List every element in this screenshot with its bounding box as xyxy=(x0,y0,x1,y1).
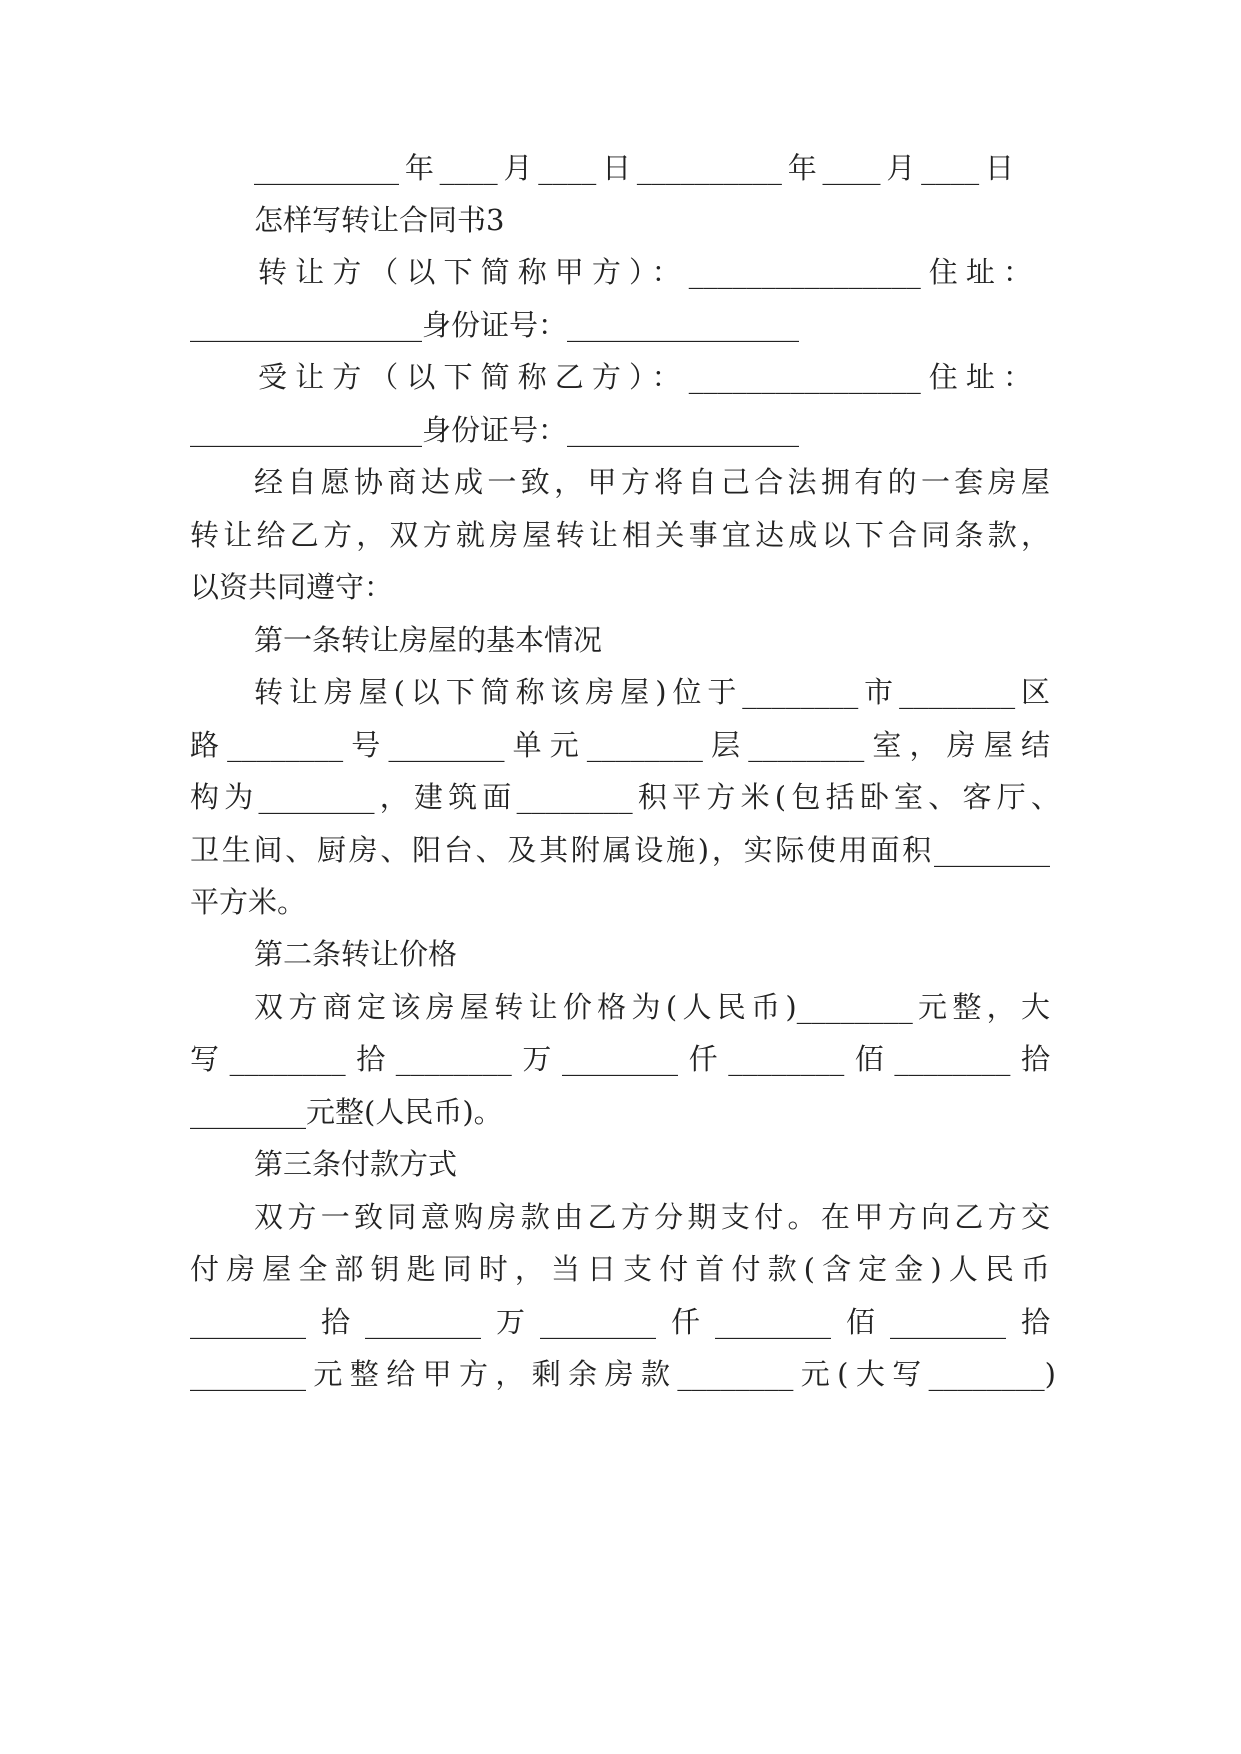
preamble-line-3: 以资共同遵守： xyxy=(190,570,394,604)
article-2-line-3: ________元整(人民币)。 xyxy=(190,1095,503,1129)
preamble-line-1: 经自愿协商达成一致，甲方将自己合法拥有的一套房屋 xyxy=(254,465,1050,499)
article-1-line-2: 路________号________单元________层________室，房屋结 xyxy=(190,728,1050,762)
transferee-line: 受让方（以下简称乙方）：________________住址： xyxy=(258,360,1032,394)
document-title: 怎样写转让合同书3 xyxy=(254,203,505,237)
transferor-line: 转让方（以下简称甲方）：________________住址： xyxy=(258,255,1032,289)
article-1-line-5: 平方米。 xyxy=(190,885,307,919)
article-3-line-2: 付房屋全部钥匙同时，当日支付首付款(含定金)人民币 xyxy=(190,1252,1050,1286)
article-1-line-1: 转让房屋(以下简称该房屋)位于________市________区 xyxy=(254,675,1050,709)
article-2-line-1: 双方商定该房屋转让价格为(人民币)________元整，大 xyxy=(254,990,1050,1024)
transferor-id-line: ________________身份证号：________________ xyxy=(190,308,800,342)
article-1-line-4: 卫生间、厨房、阳台、及其附属设施)，实际使用面积________ xyxy=(190,833,1050,867)
article-3-heading: 第三条付款方式 xyxy=(254,1147,458,1181)
article-1-heading: 第一条转让房屋的基本情况 xyxy=(254,623,603,657)
article-2-heading: 第二条转让价格 xyxy=(254,937,458,971)
article-1-line-3: 构为________，建筑面________积平方米(包括卧室、客厅、 xyxy=(190,780,1060,814)
article-3-line-4: ________元整给甲方，剩余房款________元(大写________) xyxy=(190,1357,1056,1391)
article-2-line-2: 写________拾________万________仟________佰________拾 xyxy=(190,1042,1050,1076)
article-3-line-1: 双方一致同意购房款由乙方分期支付。在甲方向乙方交 xyxy=(254,1200,1050,1234)
date-blank-line: __________年____月____日__________年____月____日 xyxy=(254,151,1014,185)
preamble-line-2: 转让给乙方，双方就房屋转让相关事宜达成以下合同条款， xyxy=(190,518,1050,552)
transferee-id-line: ________________身份证号：________________ xyxy=(190,413,800,447)
article-3-line-3: ________拾________万________仟________佰________拾 xyxy=(190,1305,1050,1339)
